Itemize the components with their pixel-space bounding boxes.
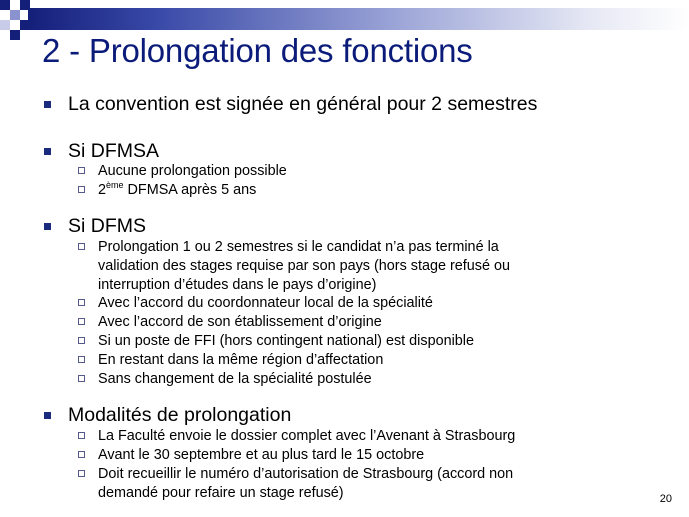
- sub-bullet-text: Sans changement de la spécialité postulée: [98, 371, 372, 387]
- sub-bullet-text: demandé pour refaire un stage refusé): [98, 485, 344, 501]
- bullet-text: La convention est signée en général pour 2 semestres: [68, 93, 538, 115]
- sub-bullet-text: En restant dans la même région d’affectation: [98, 352, 384, 368]
- bullet-text: Modalités de prolongation: [68, 404, 292, 426]
- box-bullet-icon: [78, 167, 85, 174]
- sub-bullet-text: La Faculté envoie le dossier complet avec l’Avenant à Strasbourg: [98, 428, 516, 444]
- sub-bullet-text: interruption d’études dans le pays d’origine): [98, 277, 377, 293]
- box-bullet-icon: [78, 356, 85, 363]
- box-bullet-icon: [78, 451, 85, 458]
- box-bullet-icon: [78, 186, 85, 193]
- box-bullet-icon: [78, 470, 85, 477]
- sub-bullet-text: Avec l’accord du coordonnateur local de la spécialité: [98, 295, 433, 311]
- box-bullet-icon: [78, 299, 85, 306]
- bullet-text: Si DFMSA: [68, 140, 160, 162]
- box-bullet-icon: [78, 337, 85, 344]
- square-bullet-icon: [44, 223, 51, 230]
- sub-bullet-text: Doit recueillir le numéro d’autorisation de Strasbourg (accord non: [98, 466, 514, 482]
- sub-bullet-text: 2ème DFMSA après 5 ans: [98, 180, 257, 198]
- box-bullet-icon: [78, 375, 85, 382]
- page-number: 20: [659, 493, 672, 505]
- box-bullet-icon: [78, 432, 85, 439]
- sub-bullet-text: Avec l’accord de son établissement d’origine: [98, 314, 382, 330]
- slide-title: 2 - Prolongation des fonctions: [42, 32, 473, 69]
- box-bullet-icon: [78, 243, 85, 250]
- sub-bullet-text: Aucune prolongation possible: [98, 163, 287, 179]
- sub-bullet-text: Prolongation 1 ou 2 semestres si le candidat n’a pas terminé la: [98, 239, 499, 255]
- square-bullet-icon: [44, 101, 51, 108]
- square-bullet-icon: [44, 148, 51, 155]
- sub-bullet-text: Si un poste de FFI (hors contingent national) est disponible: [98, 333, 474, 349]
- sub-bullet-text: Avant le 30 septembre et au plus tard le 15 octobre: [98, 447, 425, 463]
- bullet-text: Si DFMS: [68, 215, 146, 237]
- box-bullet-icon: [78, 318, 85, 325]
- sub-bullet-text: validation des stages requise par son pays (hors stage refusé ou: [98, 258, 510, 274]
- square-bullet-icon: [44, 412, 51, 419]
